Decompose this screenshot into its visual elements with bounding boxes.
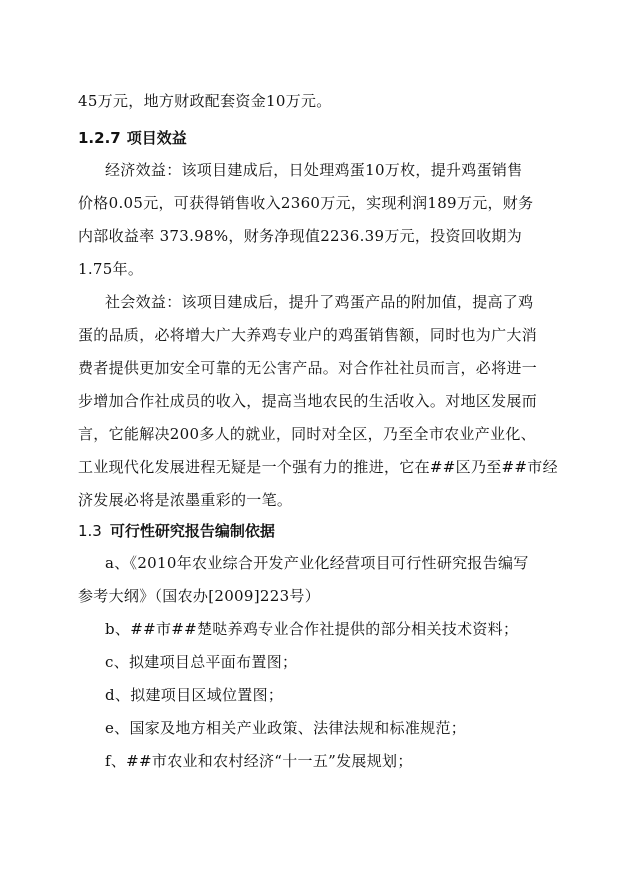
paragraph-line: 经济效益：该项目建成后，日处理鸡蛋10万枚，提升鸡蛋销售 <box>105 161 523 179</box>
list-item: c、拟建项目总平面布置图； <box>105 653 298 671</box>
list-item: a、《2010年农业综合开发产业化经营项目可行性研究报告编写 <box>105 554 529 572</box>
section-number: 1.2.7 <box>78 129 121 147</box>
continuation-line: 45万元，地方财政配套资金10万元。 <box>78 92 332 110</box>
list-item: f、##市农业和农村经济“十一五”发展规划； <box>105 752 413 770</box>
paragraph-line: 工业现代化发展进程无疑是一个强有力的推进，它在##区乃至##市经 <box>78 458 558 476</box>
paragraph-line: 社会效益：该项目建成后，提升了鸡蛋产品的附加值，提高了鸡 <box>105 293 534 311</box>
list-item-continuation: 参考大纲》（国农办[2009]223号） <box>78 587 321 605</box>
section-title: 可行性研究报告编制依据 <box>109 522 275 540</box>
paragraph-line: 蛋的品质，必将增大广大养鸡专业户的鸡蛋销售额，同时也为广大消 <box>78 326 538 344</box>
list-item: d、拟建项目区域位置图； <box>105 686 284 704</box>
section-title: 项目效益 <box>126 129 187 147</box>
paragraph-line: 费者提供更加安全可靠的无公害产品。对合作社社员而言，必将进一 <box>78 359 538 377</box>
paragraph-line: 价格0.05元，可获得销售收入2360万元，实现利润189万元，财务 <box>78 194 534 212</box>
list-item: e、国家及地方相关产业政策、法律法规和标准规范； <box>105 719 467 737</box>
section-heading-1-2-7 <box>78 128 187 148</box>
paragraph-line: 内部收益率 373.98%，财务净现值2236.39万元，投资回收期为 <box>78 227 523 245</box>
section-number: 1.3 <box>78 522 102 540</box>
paragraph-line: 济发展必将是浓墨重彩的一笔。 <box>78 491 293 509</box>
section-heading-1-3 <box>78 521 275 541</box>
list-item: b、##市##楚哒养鸡专业合作社提供的部分相关技术资料； <box>105 620 519 638</box>
paragraph-line: 步增加合作社成员的收入，提高当地农民的生活收入。对地区发展而 <box>78 392 538 410</box>
paragraph-line: 言，它能解决200多人的就业，同时对全区，乃至全市农业产业化、 <box>78 425 536 443</box>
paragraph-line: 1.75年。 <box>78 260 144 278</box>
